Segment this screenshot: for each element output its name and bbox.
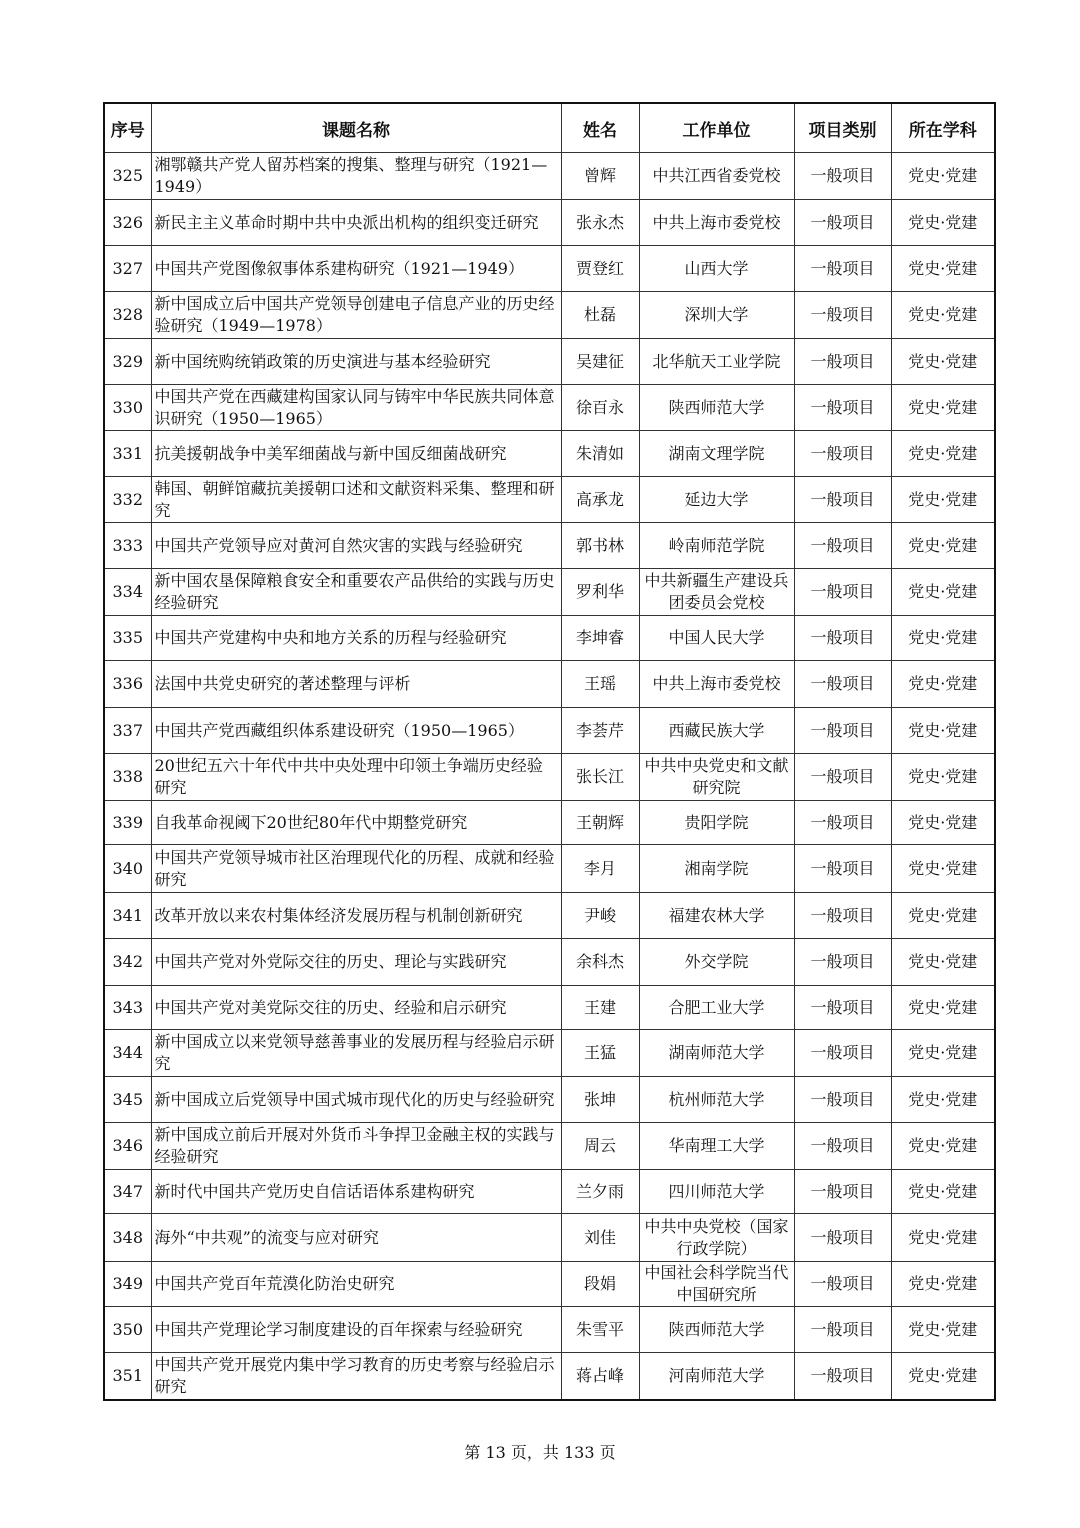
cell-name: 兰夕雨 [561, 1170, 639, 1214]
cell-unit: 山西大学 [639, 246, 794, 292]
cell-no: 348 [104, 1214, 151, 1262]
cell-unit: 杭州师范大学 [639, 1077, 794, 1123]
table-header-row [104, 103, 995, 153]
cell-name: 高承龙 [561, 477, 639, 523]
cell-no: 328 [104, 292, 151, 339]
cell-subject: 党史·党建 [891, 939, 995, 986]
cell-name: 张永杰 [561, 200, 639, 246]
cell-no: 342 [104, 939, 151, 986]
cell-title: 新中国成立前后开展对外货币斗争捍卫金融主权的实践与经验研究 [151, 1123, 561, 1170]
cell-unit: 合肥工业大学 [639, 986, 794, 1030]
cell-no: 341 [104, 893, 151, 939]
cell-unit: 福建农林大学 [639, 893, 794, 939]
cell-title: 新中国成立以来党领导慈善事业的发展历程与经验启示研究 [151, 1030, 561, 1077]
cell-unit: 岭南师范学院 [639, 523, 794, 569]
header-name: 姓名 [561, 103, 639, 153]
cell-type: 一般项目 [794, 986, 891, 1030]
cell-title: 新中国统购统销政策的历史演进与基本经验研究 [151, 339, 561, 385]
cell-unit: 四川师范大学 [639, 1170, 794, 1214]
cell-unit: 陕西师范大学 [639, 1307, 794, 1353]
cell-name: 贾登红 [561, 246, 639, 292]
cell-no: 337 [104, 708, 151, 754]
cell-name: 杜磊 [561, 292, 639, 339]
cell-title: 中国共产党西藏组织体系建设研究（1950—1965） [151, 708, 561, 754]
cell-name: 李荟芹 [561, 708, 639, 754]
cell-subject: 党史·党建 [891, 1123, 995, 1170]
cell-type: 一般项目 [794, 431, 891, 477]
cell-unit: 外交学院 [639, 939, 794, 986]
cell-name: 曾辉 [561, 153, 639, 200]
cell-title: 自我革命视阈下20世纪80年代中期整党研究 [151, 801, 561, 845]
cell-unit: 湖南师范大学 [639, 1030, 794, 1077]
cell-unit: 北华航天工业学院 [639, 339, 794, 385]
cell-type: 一般项目 [794, 708, 891, 754]
cell-title: 中国共产党理论学习制度建设的百年探索与经验研究 [151, 1307, 561, 1353]
cell-no: 351 [104, 1353, 151, 1400]
cell-no: 329 [104, 339, 151, 385]
cell-no: 340 [104, 845, 151, 893]
cell-subject: 党史·党建 [891, 708, 995, 754]
table-row [104, 1030, 995, 1077]
cell-no: 333 [104, 523, 151, 569]
cell-unit: 湘南学院 [639, 845, 794, 893]
cell-name: 周云 [561, 1123, 639, 1170]
cell-title: 中国共产党开展党内集中学习教育的历史考察与经验启示研究 [151, 1353, 561, 1400]
cell-name: 张坤 [561, 1077, 639, 1123]
cell-title: 中国共产党对美党际交往的历史、经验和启示研究 [151, 986, 561, 1030]
table-row [104, 986, 995, 1030]
cell-unit: 中共新疆生产建设兵团委员会党校 [639, 569, 794, 616]
cell-subject: 党史·党建 [891, 523, 995, 569]
table-row [104, 1170, 995, 1214]
cell-type: 一般项目 [794, 200, 891, 246]
table-row [104, 845, 995, 893]
cell-name: 李月 [561, 845, 639, 893]
cell-type: 一般项目 [794, 292, 891, 339]
cell-title: 改革开放以来农村集体经济发展历程与机制创新研究 [151, 893, 561, 939]
cell-unit: 中国人民大学 [639, 616, 794, 661]
cell-unit: 中国社会科学院当代中国研究所 [639, 1262, 794, 1307]
table-row [104, 339, 995, 385]
table-row [104, 754, 995, 801]
cell-no: 349 [104, 1262, 151, 1307]
table-row [104, 1214, 995, 1262]
cell-subject: 党史·党建 [891, 661, 995, 708]
cell-type: 一般项目 [794, 477, 891, 523]
cell-title: 中国共产党在西藏建构国家认同与铸牢中华民族共同体意识研究（1950—1965） [151, 385, 561, 431]
cell-no: 346 [104, 1123, 151, 1170]
cell-unit: 陕西师范大学 [639, 385, 794, 431]
cell-type: 一般项目 [794, 661, 891, 708]
cell-name: 王猛 [561, 1030, 639, 1077]
table-row [104, 939, 995, 986]
cell-subject: 党史·党建 [891, 1170, 995, 1214]
cell-type: 一般项目 [794, 845, 891, 893]
table-row [104, 153, 995, 200]
cell-unit: 河南师范大学 [639, 1353, 794, 1400]
cell-no: 334 [104, 569, 151, 616]
table-row [104, 431, 995, 477]
table-row [104, 893, 995, 939]
cell-subject: 党史·党建 [891, 845, 995, 893]
cell-type: 一般项目 [794, 1353, 891, 1400]
cell-no: 335 [104, 616, 151, 661]
cell-title: 海外“中共观”的流变与应对研究 [151, 1214, 561, 1262]
cell-no: 332 [104, 477, 151, 523]
cell-type: 一般项目 [794, 339, 891, 385]
table-row [104, 1077, 995, 1123]
table-row [104, 1353, 995, 1400]
table-row [104, 292, 995, 339]
cell-unit: 华南理工大学 [639, 1123, 794, 1170]
header-title: 课题名称 [151, 103, 561, 153]
cell-subject: 党史·党建 [891, 616, 995, 661]
cell-type: 一般项目 [794, 523, 891, 569]
cell-unit: 湖南文理学院 [639, 431, 794, 477]
cell-no: 326 [104, 200, 151, 246]
cell-unit: 延边大学 [639, 477, 794, 523]
cell-title: 新时代中国共产党历史自信话语体系建构研究 [151, 1170, 561, 1214]
cell-title: 新中国农垦保障粮食安全和重要农产品供给的实践与历史经验研究 [151, 569, 561, 616]
cell-name: 徐百永 [561, 385, 639, 431]
cell-title: 中国共产党领导城市社区治理现代化的历程、成就和经验研究 [151, 845, 561, 893]
cell-subject: 党史·党建 [891, 569, 995, 616]
cell-type: 一般项目 [794, 893, 891, 939]
cell-type: 一般项目 [794, 1123, 891, 1170]
cell-no: 350 [104, 1307, 151, 1353]
cell-title: 中国共产党图像叙事体系建构研究（1921—1949） [151, 246, 561, 292]
cell-subject: 党史·党建 [891, 893, 995, 939]
cell-no: 345 [104, 1077, 151, 1123]
cell-name: 罗利华 [561, 569, 639, 616]
cell-name: 尹峻 [561, 893, 639, 939]
cell-no: 327 [104, 246, 151, 292]
cell-name: 郭书林 [561, 523, 639, 569]
cell-title: 抗美援朝战争中美军细菌战与新中国反细菌战研究 [151, 431, 561, 477]
table-row [104, 523, 995, 569]
cell-title: 新中国成立后中国共产党领导创建电子信息产业的历史经验研究（1949—1978） [151, 292, 561, 339]
cell-unit: 贵阳学院 [639, 801, 794, 845]
cell-title: 新民主主义革命时期中共中央派出机构的组织变迁研究 [151, 200, 561, 246]
cell-title: 中国共产党建构中央和地方关系的历程与经验研究 [151, 616, 561, 661]
cell-name: 吴建征 [561, 339, 639, 385]
cell-name: 刘佳 [561, 1214, 639, 1262]
cell-name: 李坤睿 [561, 616, 639, 661]
cell-type: 一般项目 [794, 246, 891, 292]
table-row [104, 708, 995, 754]
cell-no: 343 [104, 986, 151, 1030]
cell-unit: 深圳大学 [639, 292, 794, 339]
cell-name: 王朝辉 [561, 801, 639, 845]
cell-name: 朱雪平 [561, 1307, 639, 1353]
cell-subject: 党史·党建 [891, 1307, 995, 1353]
cell-unit: 西藏民族大学 [639, 708, 794, 754]
cell-subject: 党史·党建 [891, 754, 995, 801]
cell-name: 蒋占峰 [561, 1353, 639, 1400]
cell-type: 一般项目 [794, 1170, 891, 1214]
header-no: 序号 [104, 103, 151, 153]
cell-unit: 中共中央党史和文献研究院 [639, 754, 794, 801]
cell-type: 一般项目 [794, 1077, 891, 1123]
cell-no: 330 [104, 385, 151, 431]
project-table [103, 102, 996, 1401]
cell-no: 347 [104, 1170, 151, 1214]
cell-subject: 党史·党建 [891, 153, 995, 200]
cell-subject: 党史·党建 [891, 246, 995, 292]
table-row [104, 661, 995, 708]
table-row [104, 1262, 995, 1307]
cell-no: 344 [104, 1030, 151, 1077]
cell-subject: 党史·党建 [891, 1214, 995, 1262]
table-row [104, 385, 995, 431]
cell-type: 一般项目 [794, 1214, 891, 1262]
cell-subject: 党史·党建 [891, 1353, 995, 1400]
cell-name: 王建 [561, 986, 639, 1030]
cell-title: 中国共产党百年荒漠化防治史研究 [151, 1262, 561, 1307]
cell-type: 一般项目 [794, 801, 891, 845]
cell-subject: 党史·党建 [891, 1077, 995, 1123]
table-row [104, 1307, 995, 1353]
header-type: 项目类别 [794, 103, 891, 153]
cell-subject: 党史·党建 [891, 200, 995, 246]
cell-unit: 中共上海市委党校 [639, 661, 794, 708]
cell-subject: 党史·党建 [891, 339, 995, 385]
cell-title: 新中国成立后党领导中国式城市现代化的历史与经验研究 [151, 1077, 561, 1123]
cell-type: 一般项目 [794, 385, 891, 431]
table-row [104, 1123, 995, 1170]
cell-type: 一般项目 [794, 569, 891, 616]
cell-type: 一般项目 [794, 939, 891, 986]
cell-name: 朱清如 [561, 431, 639, 477]
cell-name: 余科杰 [561, 939, 639, 986]
cell-subject: 党史·党建 [891, 1030, 995, 1077]
cell-title: 中国共产党领导应对黄河自然灾害的实践与经验研究 [151, 523, 561, 569]
cell-subject: 党史·党建 [891, 801, 995, 845]
cell-unit: 中共上海市委党校 [639, 200, 794, 246]
table-row [104, 616, 995, 661]
cell-type: 一般项目 [794, 153, 891, 200]
cell-type: 一般项目 [794, 1030, 891, 1077]
cell-title: 湘鄂赣共产党人留苏档案的搜集、整理与研究（1921—1949） [151, 153, 561, 200]
cell-no: 338 [104, 754, 151, 801]
table-row [104, 801, 995, 845]
cell-title: 法国中共党史研究的著述整理与评析 [151, 661, 561, 708]
cell-type: 一般项目 [794, 616, 891, 661]
table-row [104, 200, 995, 246]
cell-name: 王瑶 [561, 661, 639, 708]
cell-title: 韩国、朝鲜馆藏抗美援朝口述和文献资料采集、整理和研究 [151, 477, 561, 523]
cell-subject: 党史·党建 [891, 385, 995, 431]
header-unit: 工作单位 [639, 103, 794, 153]
cell-title: 20世纪五六十年代中共中央处理中印领土争端历史经验研究 [151, 754, 561, 801]
table-row [104, 477, 995, 523]
cell-name: 段娟 [561, 1262, 639, 1307]
cell-no: 336 [104, 661, 151, 708]
table-row [104, 246, 995, 292]
table-body [104, 153, 995, 1400]
cell-subject: 党史·党建 [891, 431, 995, 477]
cell-subject: 党史·党建 [891, 986, 995, 1030]
cell-no: 325 [104, 153, 151, 200]
cell-title: 中国共产党对外党际交往的历史、理论与实践研究 [151, 939, 561, 986]
cell-type: 一般项目 [794, 1262, 891, 1307]
page-footer: 第 13 页，共 133 页 [464, 1443, 616, 1462]
cell-type: 一般项目 [794, 754, 891, 801]
table-row [104, 569, 995, 616]
cell-unit: 中共江西省委党校 [639, 153, 794, 200]
cell-name: 张长江 [561, 754, 639, 801]
header-subject: 所在学科 [891, 103, 995, 153]
cell-type: 一般项目 [794, 1307, 891, 1353]
cell-subject: 党史·党建 [891, 1262, 995, 1307]
cell-subject: 党史·党建 [891, 292, 995, 339]
cell-subject: 党史·党建 [891, 477, 995, 523]
cell-no: 339 [104, 801, 151, 845]
cell-no: 331 [104, 431, 151, 477]
cell-unit: 中共中央党校（国家行政学院） [639, 1214, 794, 1262]
